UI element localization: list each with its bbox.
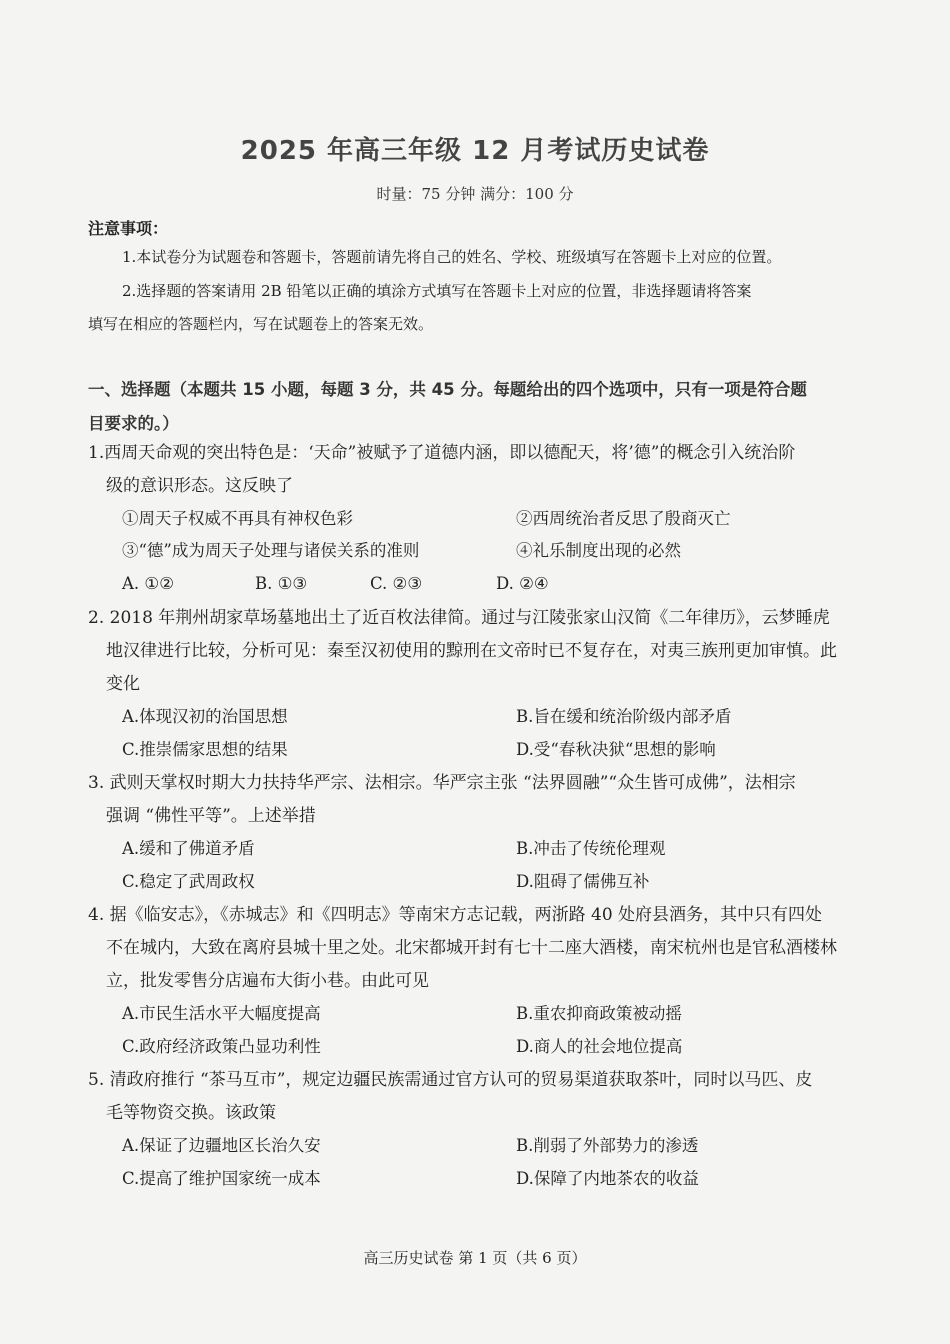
question-3-stem: 3. 武则天掌权时期大力扶持华严宗、法相宗。华严宗主张 “法界圆融”“众生皆可成佛”，法相宗 bbox=[88, 773, 796, 793]
question-4-stem-cont-1: 不在城内，大致在离府县城十里之处。北宋都城开封有七十二座大酒楼，南宋杭州也是官私酒楼林 bbox=[106, 938, 837, 958]
question-5-stem: 5. 清政府推行 “茶马互市”，规定边疆民族需通过官方认可的贸易渠道获取茶叶，同时以马匹、皮 bbox=[88, 1070, 813, 1090]
question-3-option-d: D.阻碍了儒佛互补 bbox=[516, 872, 650, 891]
question-5-stem-cont: 毛等物资交换。该政策 bbox=[106, 1103, 276, 1123]
question-1-statement-2: ②西周统治者反思了殷商灭亡 bbox=[516, 509, 731, 528]
question-1-option-c: C. ②③ bbox=[370, 574, 423, 593]
question-1-statement-4: ④礼乐制度出现的必然 bbox=[516, 541, 681, 560]
question-4-stem-cont-2: 立，批发零售分店遍布大街小巷。由此可见 bbox=[106, 971, 429, 991]
question-5-option-b: B.削弱了外部势力的渗透 bbox=[516, 1136, 699, 1155]
question-2-stem-cont-1: 地汉律进行比较，分析可见：秦至汉初使用的黥刑在文帝时已不复存在，对夷三族刑更加审慎。此 bbox=[106, 641, 837, 661]
question-2-option-d: D.受“春秋决狱“思想的影响 bbox=[516, 740, 716, 759]
question-1-statement-3: ③“德”成为周天子处理与诸侯关系的准则 bbox=[122, 541, 420, 560]
question-1-stem: 1.西周天命观的突出特色是：‘天命”被赋予了道德内涵，即以德配天，将’德”的概念引入统治阶 bbox=[88, 443, 796, 463]
question-2-option-a: A.体现汉初的治国思想 bbox=[122, 707, 288, 726]
question-4-option-c: C.政府经济政策凸显功利性 bbox=[122, 1037, 321, 1056]
notice-item-1: 1.本试卷分为试题卷和答题卡，答题前请先将自己的姓名、学校、班级填写在答题卡上对应的位置。 bbox=[122, 248, 782, 266]
question-4-option-a: A.市民生活水平大幅度提高 bbox=[122, 1004, 321, 1023]
exam-title: 2025 年高三年级 12 月考试历史试卷 bbox=[240, 136, 710, 166]
section-heading: 一、选择题（本题共 15 小题，每题 3 分，共 45 分。每题给出的四个选项中，只有一项是符合题 bbox=[88, 380, 807, 399]
section-heading-cont: 目要求的。） bbox=[88, 414, 179, 433]
notice-item-2-cont: 填写在相应的答题栏内，写在试题卷上的答案无效。 bbox=[88, 315, 434, 333]
question-2-stem: 2. 2018 年荆州胡家草场墓地出土了近百枚法律简。通过与江陵张家山汉简《二年律历》，云梦睡虎 bbox=[88, 608, 830, 628]
notice-heading: 注意事项： bbox=[88, 219, 169, 238]
question-2-option-c: C.推崇儒家思想的结果 bbox=[122, 740, 288, 759]
question-3-stem-cont: 强调 “佛性平等”。上述举措 bbox=[106, 806, 316, 826]
question-1-option-d: D. ②④ bbox=[496, 574, 549, 593]
question-1-option-b: B. ①③ bbox=[255, 574, 308, 593]
question-4-option-d: D.商人的社会地位提高 bbox=[516, 1037, 683, 1056]
exam-duration-score: 时量：75 分钟 满分：100 分 bbox=[376, 185, 574, 203]
notice-item-2: 2.选择题的答案请用 2B 铅笔以正确的填涂方式填写在答题卡上对应的位置，非选择题请将答案 bbox=[122, 282, 752, 300]
question-1-statement-1: ①周天子权威不再具有神权色彩 bbox=[122, 509, 353, 528]
question-1-stem-cont: 级的意识形态。这反映了 bbox=[106, 476, 293, 496]
question-3-option-a: A.缓和了佛道矛盾 bbox=[122, 839, 255, 858]
question-5-option-c: C.提高了维护国家统一成本 bbox=[122, 1169, 321, 1188]
question-5-option-a: A.保证了边疆地区长治久安 bbox=[122, 1136, 321, 1155]
question-2-option-b: B.旨在缓和统治阶级内部矛盾 bbox=[516, 707, 732, 726]
question-2-stem-cont-2: 变化 bbox=[106, 674, 140, 694]
question-1-option-a: A. ①② bbox=[122, 574, 174, 593]
question-3-option-c: C.稳定了武周政权 bbox=[122, 872, 255, 891]
page-footer: 高三历史试卷 第 1 页（共 6 页） bbox=[363, 1249, 587, 1267]
question-4-option-b: B.重农抑商政策被动摇 bbox=[516, 1004, 682, 1023]
question-3-option-b: B.冲击了传统伦理观 bbox=[516, 839, 666, 858]
question-5-option-d: D.保障了内地茶农的收益 bbox=[516, 1169, 699, 1188]
question-4-stem: 4. 据《临安志》，《赤城志》和《四明志》等南宋方志记载，两浙路 40 处府县酒务，其中只有四处 bbox=[88, 905, 823, 925]
